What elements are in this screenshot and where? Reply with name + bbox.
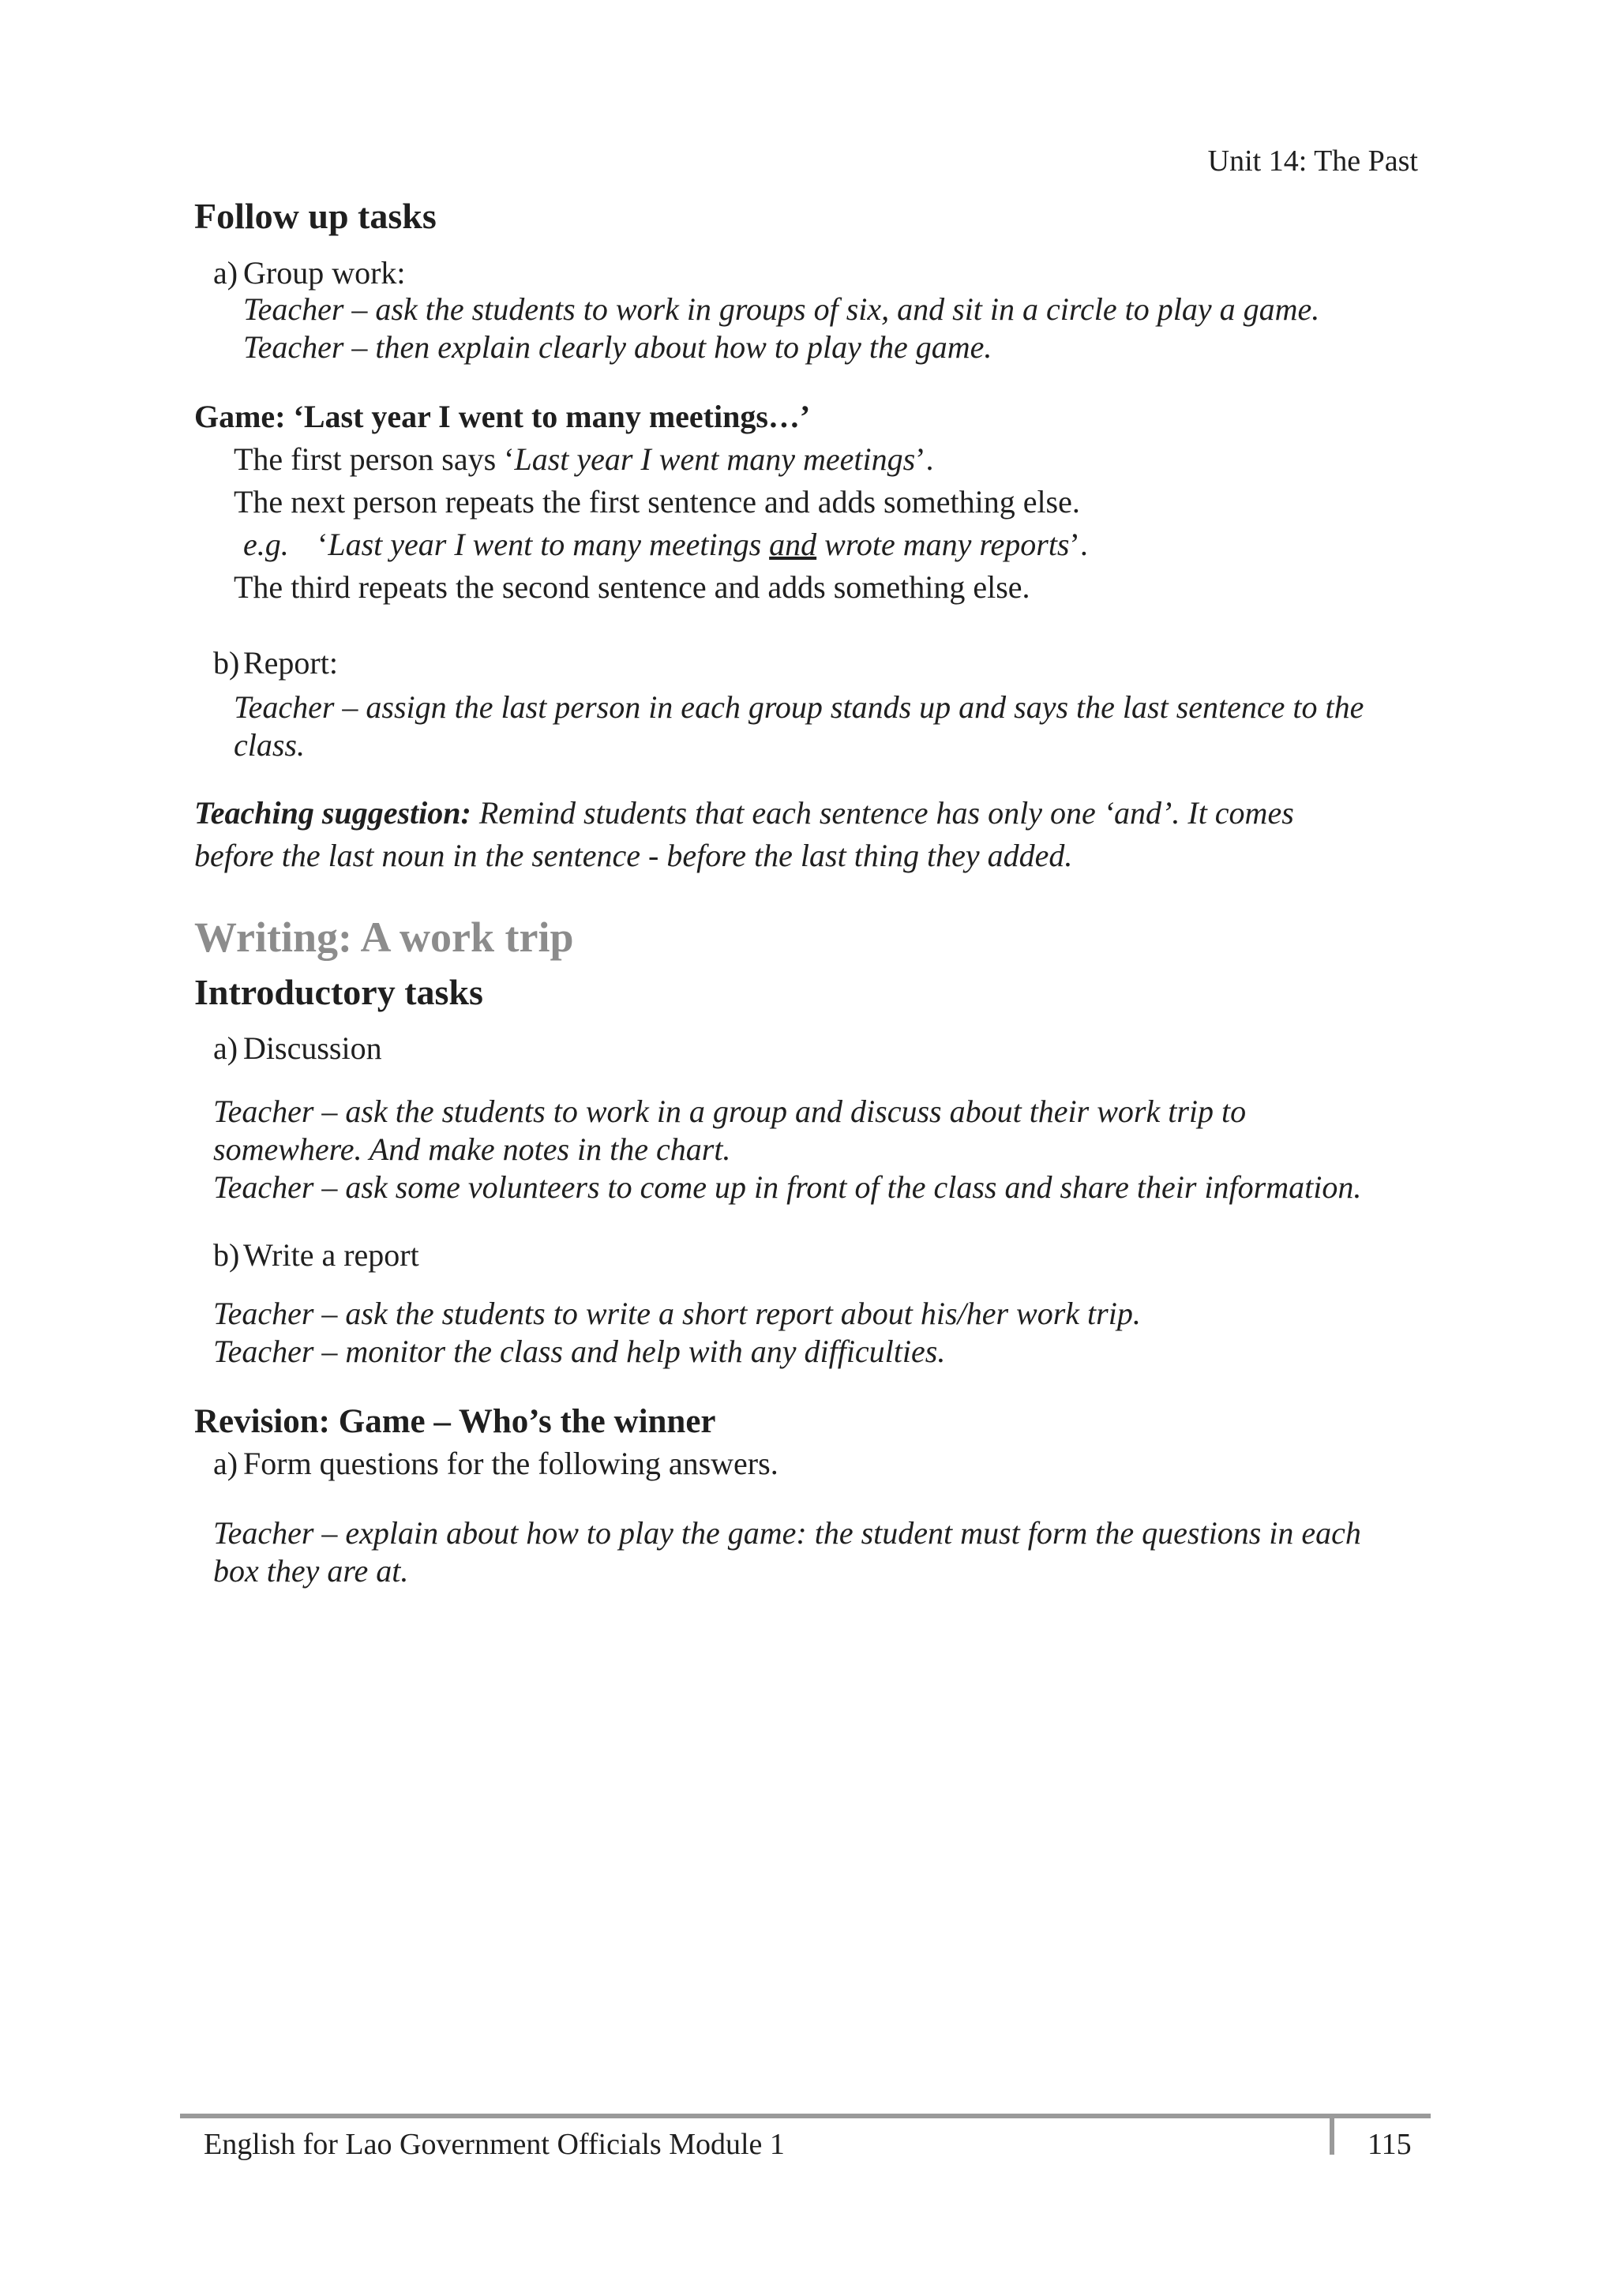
revision-a-label: a)	[213, 1446, 238, 1481]
introductory-heading: Introductory tasks	[194, 972, 483, 1012]
writing-a-label: a)	[213, 1030, 238, 1066]
footer-rule	[180, 2114, 1431, 2118]
game-line-2: The next person repeats the first sentence and adds something else.	[234, 484, 1080, 520]
writing-b-line-1: Teacher – ask the students to write a short report about his/her work trip.	[213, 1296, 1141, 1331]
follow-up-b-title: Report:	[243, 645, 338, 681]
page-number: 115	[1368, 2128, 1412, 2161]
follow-up-a-title: Group work:	[243, 255, 406, 291]
eg-sentence	[317, 526, 1088, 563]
game-line-1-quote: Last year I went many meetings	[514, 441, 916, 477]
writing-b-label: b)	[213, 1237, 240, 1273]
eg-part-1: Last year I went to many meetings	[328, 527, 770, 562]
revision-heading: Revision: Game – Who’s the winner	[194, 1403, 716, 1440]
writing-heading: Writing: A work trip	[194, 914, 574, 961]
teaching-suggestion-line-2: before the last noun in the sentence - before the last thing they added.	[194, 838, 1073, 873]
footer-divider	[1330, 2114, 1334, 2155]
eg-underlined-and: and	[769, 527, 817, 562]
follow-up-b-line-2: class.	[234, 727, 305, 763]
eg-open-quote: ‘	[317, 527, 328, 562]
writing-b-title: Write a report	[243, 1237, 419, 1273]
footer-title: English for Lao Government Officials Module 1	[204, 2128, 785, 2161]
revision-a-title: Form questions for the following answers.	[243, 1446, 778, 1481]
writing-a-line-2: somewhere. And make notes in the chart.	[213, 1131, 731, 1167]
revision-line-1: Teacher – explain about how to play the game: the student must form the questions in each	[213, 1515, 1361, 1551]
follow-up-b-label: b)	[213, 645, 240, 681]
follow-up-a-line-1: Teacher – ask the students to work in groups of six, and sit in a circle to play a game.	[243, 291, 1320, 327]
running-head: Unit 14: The Past	[1207, 144, 1418, 178]
writing-b-line-2: Teacher – monitor the class and help with any difficulties.	[213, 1334, 946, 1369]
eg-close-quote: ’.	[1069, 527, 1088, 562]
teaching-suggestion-label: Teaching suggestion:	[194, 795, 471, 831]
eg-label: e.g.	[243, 527, 289, 562]
writing-a-title: Discussion	[243, 1030, 382, 1066]
game-heading: Game: ‘Last year I went to many meetings…’	[194, 399, 811, 434]
game-line-1-suffix: ’.	[915, 441, 934, 477]
writing-a-line-3: Teacher – ask some volunteers to come up in front of the class and share their information.	[213, 1169, 1362, 1205]
follow-up-heading: Follow up tasks	[194, 196, 437, 236]
revision-line-2: box they are at.	[213, 1553, 409, 1589]
game-line-3: The third repeats the second sentence and adds something else.	[234, 569, 1030, 605]
game-line-1-prefix: The first person says ‘	[234, 441, 515, 477]
writing-a-line-1: Teacher – ask the students to work in a group and discuss about their work trip to	[213, 1094, 1247, 1129]
game-line-1	[234, 441, 934, 478]
follow-up-a-line-2: Teacher – then explain clearly about how to play the game.	[243, 329, 992, 365]
follow-up-a-label: a)	[213, 255, 238, 291]
teaching-suggestion-text: Remind students that each sentence has only one ‘and’. It comes	[471, 795, 1294, 831]
teaching-suggestion-line-1	[194, 794, 1294, 831]
eg-part-2: wrote many reports	[816, 527, 1070, 562]
follow-up-b-line-1: Teacher – assign the last person in each group stands up and says the last sentence to the	[234, 689, 1364, 725]
